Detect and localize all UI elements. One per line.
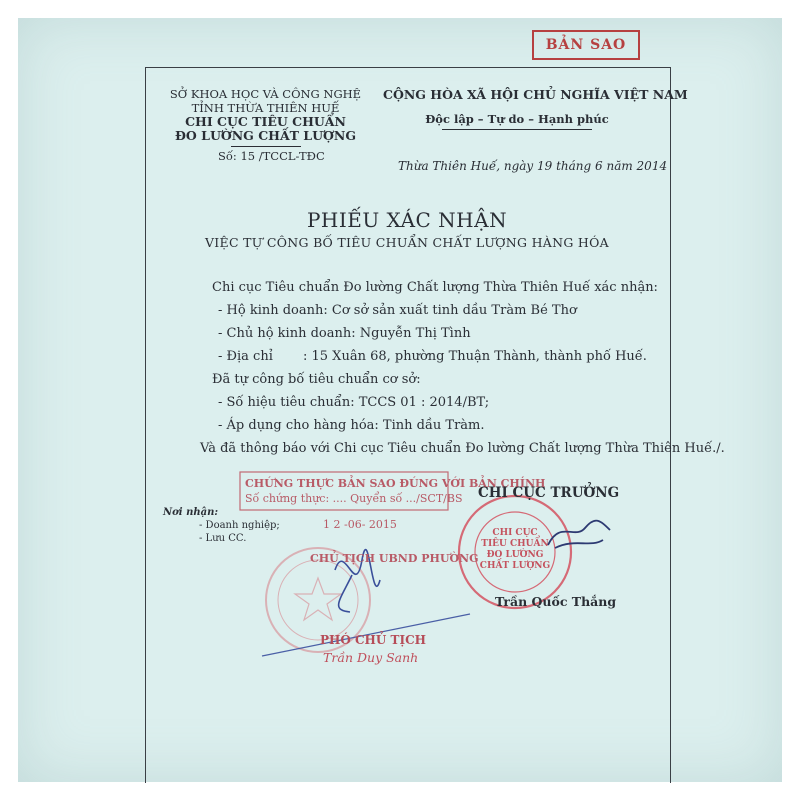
body-business: - Hộ kinh doanh: Cơ sở sản xuất tinh dầu Tràm Bé Thơ <box>218 303 577 318</box>
certification-number: Số chứng thực: .... Quyển số .../SCT/BS <box>245 492 463 505</box>
document-number: Số: 15 /TCCL-TĐC <box>218 149 325 163</box>
certification-date: 1 2 -06- 2015 <box>323 518 397 531</box>
body-applied-goods: - Áp dụng cho hàng hóa: Tinh dầu Tràm. <box>218 418 485 433</box>
issuer-line-4: ĐO LƯỜNG CHẤT LƯỢNG <box>175 128 356 143</box>
chief-signature <box>548 521 610 548</box>
vice-chair-position: PHÓ CHỦ TỊCH <box>320 633 426 647</box>
issue-date: Thừa Thiên Huế, ngày 19 tháng 6 năm 2014 <box>398 159 668 173</box>
recipient-business: - Doanh nghiệp; <box>199 520 280 531</box>
recipients-label: Nơi nhận: <box>163 507 219 518</box>
nation-name: CỘNG HÒA XÃ HỘI CHỦ NGHĨA VIỆT NAM <box>383 87 688 102</box>
signer-title: CHI CỤC TRƯỞNG <box>478 485 620 501</box>
vice-chair-name: Trần Duy Sanh <box>323 650 419 665</box>
issuer-line-2: TỈNH THỪA THIÊN HUẾ <box>191 101 340 115</box>
document-title: PHIẾU XÁC NHẬN <box>306 208 508 232</box>
issuer-line-1: SỞ KHOA HỌC VÀ CÔNG NGHỆ <box>169 87 362 101</box>
body-address-value: : 15 Xuân 68, phường Thuận Thành, thành phố Huế. <box>303 349 647 364</box>
certification-authority: CHỦ TỊCH UBND PHƯỜNG <box>310 552 479 565</box>
seal-line-1: CHI CỤC <box>492 528 538 538</box>
body-declared: Đã tự công bố tiêu chuẩn cơ sở: <box>212 372 421 387</box>
body-owner: - Chủ hộ kinh doanh: Nguyễn Thị Tình <box>218 326 471 341</box>
seal-line-2: TIÊU CHUẨN <box>481 539 549 549</box>
copy-stamp: BẢN SAO <box>532 30 640 60</box>
body-address-label: - Địa chỉ <box>218 349 273 364</box>
certification-heading: CHỨNG THỰC BẢN SAO ĐÚNG VỚI BẢN CHÍNH <box>245 477 546 490</box>
seal-line-3: ĐO LƯỜNG <box>486 550 544 560</box>
document-subtitle: VIỆC TỰ CÔNG BỐ TIÊU CHUẨN CHẤT LƯỢNG HÀNG HÓA <box>204 235 609 250</box>
signer-name: Trần Quốc Thắng <box>495 594 617 609</box>
body-intro: Chi cục Tiêu chuẩn Đo lường Chất lượng Thừa Thiên Huế xác nhận: <box>212 280 658 295</box>
national-motto: Độc lập – Tự do – Hạnh phúc <box>425 112 609 126</box>
body-closing: Và đã thông báo với Chi cục Tiêu chuẩn Đo lường Chất lượng Thừa Thiên Huế./. <box>200 441 725 456</box>
body-standard-number: - Số hiệu tiêu chuẩn: TCCS 01 : 2014/BT; <box>218 395 490 410</box>
issuer-line-3: CHI CỤC TIÊU CHUẨN <box>185 114 346 129</box>
recipient-archive: - Lưu CC. <box>199 533 247 544</box>
seal-center-text <box>474 528 556 572</box>
seal-line-4: CHẤT LƯỢNG <box>479 561 551 571</box>
